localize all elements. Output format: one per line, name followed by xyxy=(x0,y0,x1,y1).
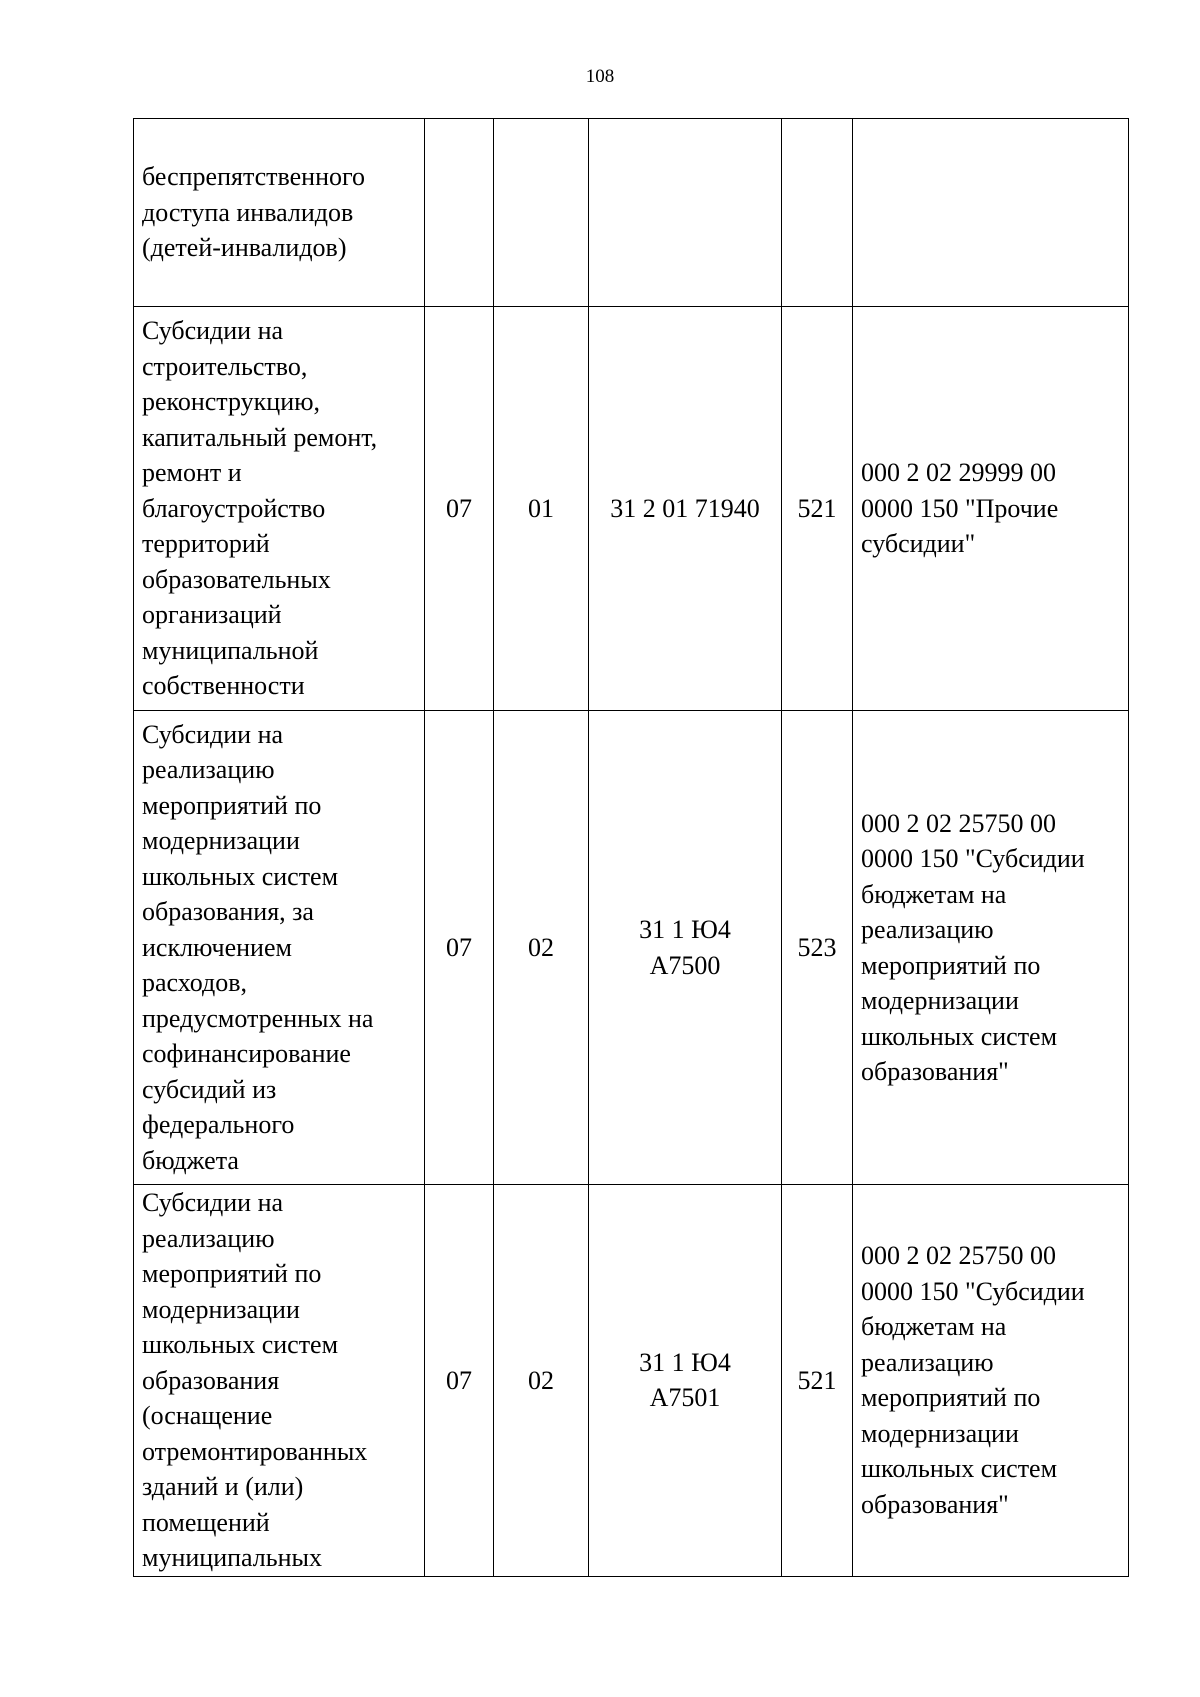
subsection-cell xyxy=(494,119,589,307)
revenue-code-cell xyxy=(853,119,1129,307)
section-cell: 07 xyxy=(425,711,494,1185)
table-row xyxy=(134,119,1129,307)
target-code-cell xyxy=(589,119,782,307)
section-cell xyxy=(425,119,494,307)
table-row xyxy=(134,711,1129,1185)
row-name-cell xyxy=(134,711,425,1185)
target-code-cell: 31 1 Ю4 А7501 xyxy=(589,1185,782,1577)
row-name-cell xyxy=(134,1185,425,1577)
row-name-cell xyxy=(134,307,425,711)
row-name-text: беспрепятственного доступа инвалидов (детей-инвалидов) xyxy=(142,162,366,263)
target-code-cell: 31 2 01 71940 xyxy=(589,307,782,711)
row-name-cell xyxy=(134,119,425,307)
section-cell: 07 xyxy=(425,1185,494,1577)
expense-type-cell xyxy=(782,119,853,307)
revenue-code-cell: 000 2 02 29999 00 0000 150 "Прочие субсидии" xyxy=(853,307,1129,711)
section-cell: 07 xyxy=(425,307,494,711)
revenue-code-cell: 000 2 02 25750 00 0000 150 "Субсидии бюджетам на реализацию мероприятий по модернизации школьных систем образования" xyxy=(853,711,1129,1185)
table-row xyxy=(134,1185,1129,1577)
target-code-cell: 31 1 Ю4 А7500 xyxy=(589,711,782,1185)
subsection-cell: 02 xyxy=(494,711,589,1185)
row-name-text: Субсидии на строительство, реконструкцию, капитальный ремонт, ремонт и благоустройство территорий образовательных организаций муниципальной собственности xyxy=(142,316,378,701)
revenue-code-cell: 000 2 02 25750 00 0000 150 "Субсидии бюджетам на реализацию мероприятий по модернизации школьных систем образования" xyxy=(853,1185,1129,1577)
expense-type-cell: 523 xyxy=(782,711,853,1185)
expense-type-cell: 521 xyxy=(782,307,853,711)
expense-type-cell: 521 xyxy=(782,1185,853,1577)
table-row xyxy=(134,307,1129,711)
page-number: 108 xyxy=(585,66,615,87)
subsidy-table xyxy=(133,118,1129,1577)
row-name-text: Субсидии на реализацию мероприятий по модернизации школьных систем образования (оснащение отремонтированных зданий и (или) помещений муниципальных xyxy=(142,1188,368,1572)
subsection-cell: 02 xyxy=(494,1185,589,1577)
row-name-text: Субсидии на реализацию мероприятий по модернизации школьных систем образования, за исключением расходов, предусмотренных на софинансирование субсидий из федерального бюджета xyxy=(142,719,374,1175)
subsection-cell: 01 xyxy=(494,307,589,711)
